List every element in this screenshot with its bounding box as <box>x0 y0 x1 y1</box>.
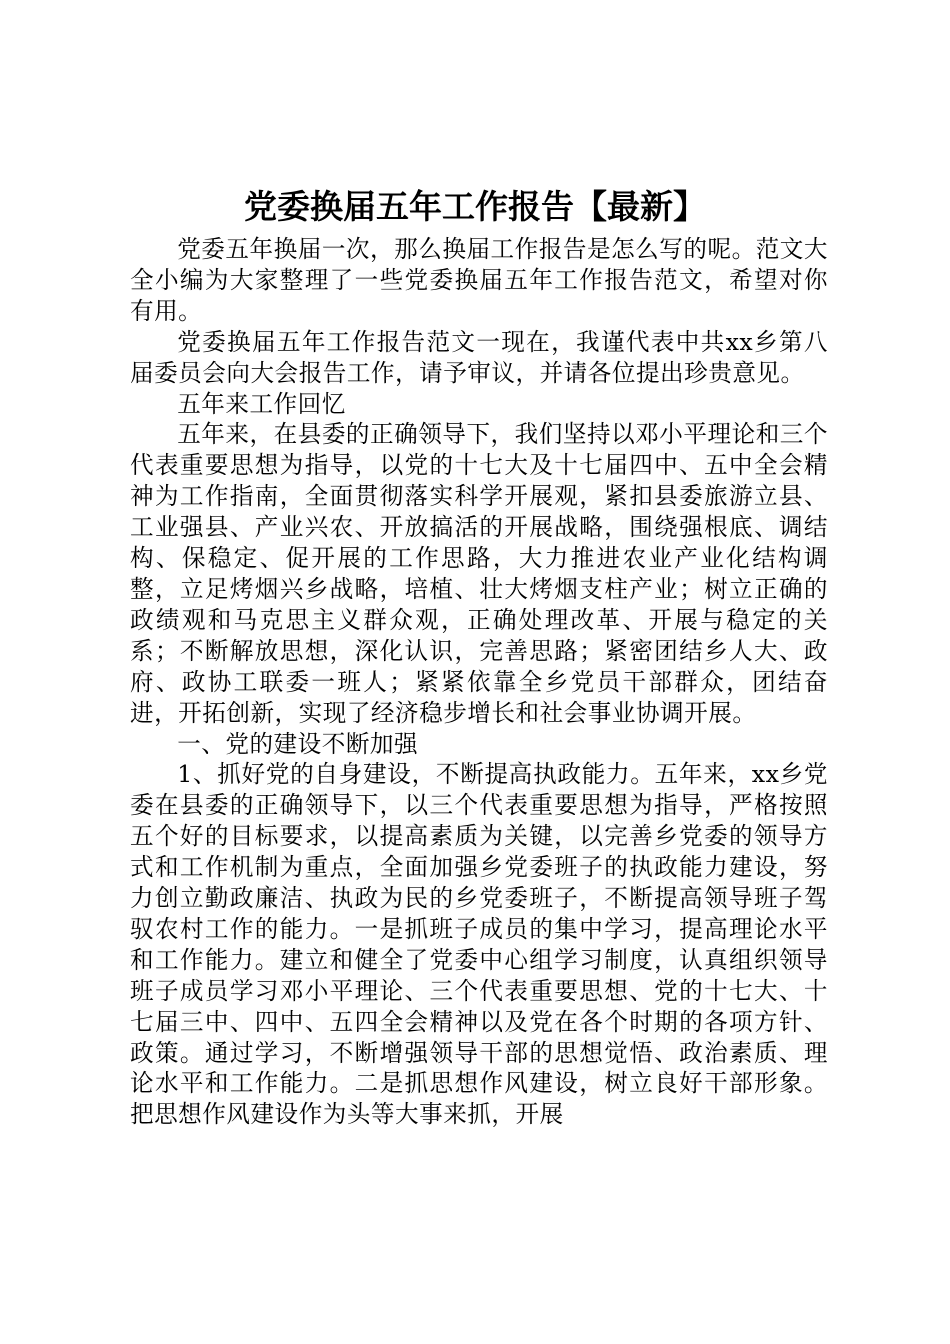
opening-paragraph: 党委换届五年工作报告范文一现在，我谨代表中共xx乡第八届委员会向大会报告工作，请予审议，并请各位提出珍贵意见。 <box>130 327 828 387</box>
section-heading-party-building: 一、党的建设不断加强 <box>177 729 419 758</box>
party-building-paragraph: 1、抓好党的自身建设，不断提高执政能力。五年来，xx乡党委在县委的正确领导下，以三个代表重要思想为指导，严格按照五个好的目标要求，以提高素质为关键，以完善乡党委的领导方式和工作机制为重点，全面加强乡党委班子的执政能力建设，努力创立勤政廉洁、执政为民的乡党委班子，不断提高领导班子驾驭农村工作的能力。一是抓班子成员的集中学习，提高理论水平和工作能力。建立和健全了党委中心组学习制度，认真组织领导班子成员学习邓小平理论、三个代表重要思想、党的十七大、十七届三中、四中、五四全会精神以及党在各个时期的各项方针、政策。通过学习，不断增强领导干部的思想觉悟、政治素质、理论水平和工作能力。二是抓思想作风建设，树立良好干部形象。把思想作风建设作为头等大事来抓，开展 <box>130 760 828 1129</box>
document-body <box>130 234 828 1130</box>
intro-paragraph: 党委五年换届一次，那么换届工作报告是怎么写的呢。范文大全小编为大家整理了一些党委换届五年工作报告范文，希望对你有用。 <box>130 235 828 325</box>
document-title: 党委换届五年工作报告【最新】 <box>244 187 706 226</box>
section-heading-review: 五年来工作回忆 <box>177 389 346 418</box>
review-paragraph: 五年来，在县委的正确领导下，我们坚持以邓小平理论和三个代表重要思想为指导，以党的十七大及十七届四中、五中全会精神为工作指南，全面贯彻落实科学开展观，紧扣县委旅游立县、工业强县、产业兴农、开放搞活的开展战略，围绕强根底、调结构、保稳定、促开展的工作思路，大力推进农业产业化结构调整，立足烤烟兴乡战略，培植、壮大烤烟支柱产业；树立正确的政绩观和马克思主义群众观，正确处理改革、开展与稳定的关系；不断解放思想，深化认识，完善思路；紧密团结乡人大、政府、政协工联委一班人；紧紧依靠全乡党员干部群众，团结奋进，开拓创新，实现了经济稳步增长和社会事业协调开展。 <box>130 420 828 727</box>
